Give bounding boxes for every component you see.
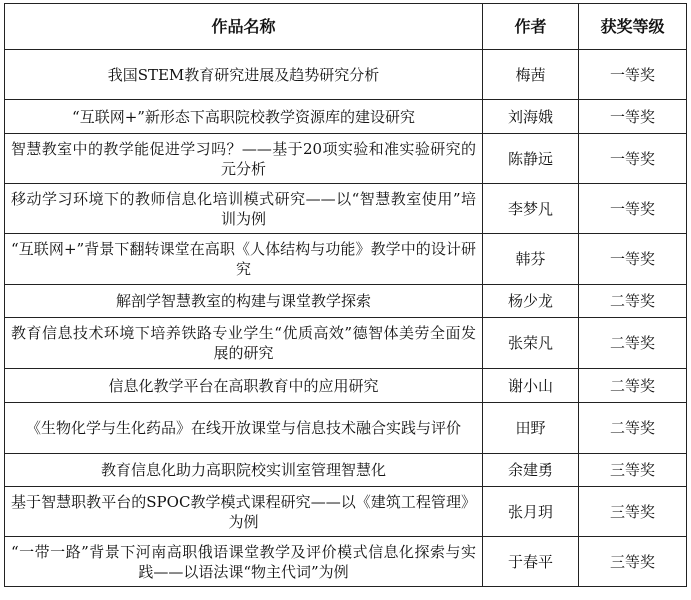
award-level: 二等奖: [579, 318, 687, 369]
work-title: 移动学习环境下的教师信息化培训模式研究——以“智慧教室使用”培训为例: [5, 184, 483, 234]
author-name: 刘海娥: [483, 100, 579, 134]
awards-table: [4, 3, 687, 587]
table-row: [5, 403, 687, 454]
table-row: [5, 184, 687, 234]
table-row: [5, 285, 687, 318]
work-title: “互联网+”新形态下高职院校教学资源库的建设研究: [5, 100, 483, 134]
author-name: 李梦凡: [483, 184, 579, 234]
award-level: 二等奖: [579, 403, 687, 454]
table-row: [5, 50, 687, 100]
table-row: [5, 318, 687, 369]
work-title: 我国STEM教育研究进展及趋势研究分析: [5, 50, 483, 100]
table-row: [5, 454, 687, 487]
award-level: 一等奖: [579, 50, 687, 100]
header-author: 作者: [483, 4, 579, 50]
award-level: 三等奖: [579, 487, 687, 537]
author-name: 陈静远: [483, 134, 579, 184]
work-title: “一带一路”背景下河南高职俄语课堂教学及评价模式信息化探索与实践——以语法课“物主代词”为例: [5, 537, 483, 587]
work-title: 教育信息技术环境下培养铁路专业学生“优质高效”德智体美劳全面发展的研究: [5, 318, 483, 369]
award-level: 二等奖: [579, 369, 687, 403]
author-name: 张月玥: [483, 487, 579, 537]
author-name: 谢小山: [483, 369, 579, 403]
author-name: 张荣凡: [483, 318, 579, 369]
work-title: 信息化教学平台在高职教育中的应用研究: [5, 369, 483, 403]
award-level: 一等奖: [579, 234, 687, 285]
award-level: 三等奖: [579, 537, 687, 587]
author-name: 于春平: [483, 537, 579, 587]
table-row: [5, 234, 687, 285]
work-title: 基于智慧职教平台的SPOC教学模式课程研究——以《建筑工程管理》为例: [5, 487, 483, 537]
work-title: 解剖学智慧教室的构建与课堂教学探索: [5, 285, 483, 318]
table-row: [5, 100, 687, 134]
award-level: 一等奖: [579, 100, 687, 134]
table-row: [5, 487, 687, 537]
author-name: 余建勇: [483, 454, 579, 487]
work-title: 《生物化学与生化药品》在线开放课堂与信息技术融合实践与评价: [5, 403, 483, 454]
header-level: 获奖等级: [579, 4, 687, 50]
table-row: [5, 134, 687, 184]
work-title: 智慧教室中的教学能促进学习吗？——基于20项实验和准实验研究的元分析: [5, 134, 483, 184]
table-row: [5, 537, 687, 587]
work-title: 教育信息化助力高职院校实训室管理智慧化: [5, 454, 483, 487]
author-name: 杨少龙: [483, 285, 579, 318]
table-row: [5, 369, 687, 403]
work-title: “互联网+”背景下翻转课堂在高职《人体结构与功能》教学中的设计研究: [5, 234, 483, 285]
award-level: 一等奖: [579, 134, 687, 184]
author-name: 田野: [483, 403, 579, 454]
award-level: 二等奖: [579, 285, 687, 318]
author-name: 梅茜: [483, 50, 579, 100]
award-level: 一等奖: [579, 184, 687, 234]
header-row: [5, 4, 687, 50]
header-title: 作品名称: [5, 4, 483, 50]
award-level: 三等奖: [579, 454, 687, 487]
author-name: 韩芬: [483, 234, 579, 285]
